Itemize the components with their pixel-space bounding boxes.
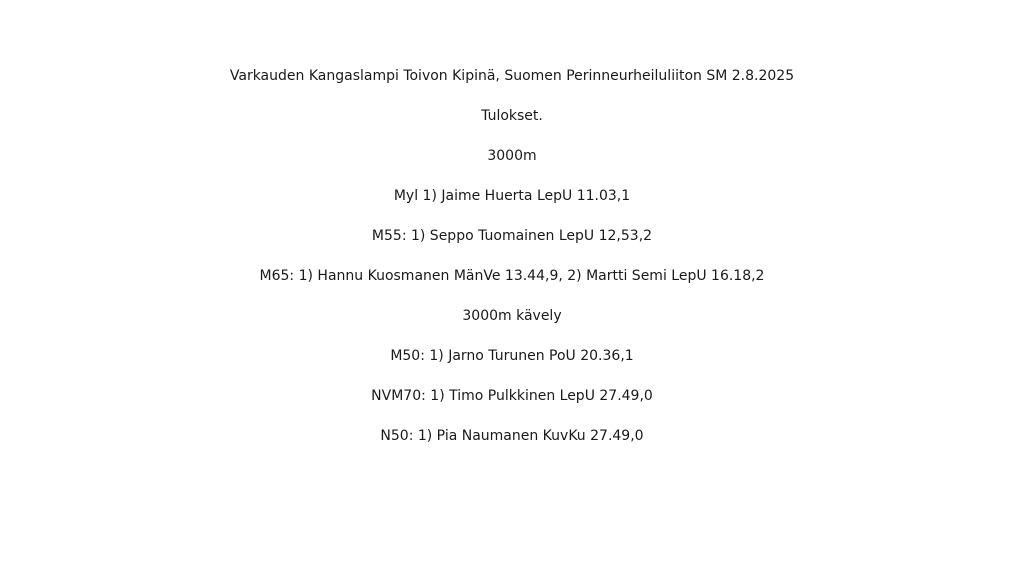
result-line: N50: 1) Pia Naumanen KuvKu 27.49,0 <box>380 428 644 444</box>
result-line: M65: 1) Hannu Kuosmanen MänVe 13.44,9, 2) Martti Semi LepU 16.18,2 <box>259 268 765 284</box>
section-heading-3000m-walk: 3000m kävely <box>462 308 562 324</box>
result-line: M50: 1) Jarno Turunen PoU 20.36,1 <box>390 348 634 364</box>
results-heading: Tulokset. <box>481 108 543 124</box>
result-line: NVM70: 1) Timo Pulkkinen LepU 27.49,0 <box>371 388 653 404</box>
result-line: M55: 1) Seppo Tuomainen LepU 12,53,2 <box>371 228 653 244</box>
result-line: Myl 1) Jaime Huerta LepU 11.03,1 <box>393 188 631 204</box>
event-title: Varkauden Kangaslampi Toivon Kipinä, Suomen Perinneurheiluliiton SM 2.8.2025 <box>229 68 795 84</box>
section-heading-3000m: 3000m <box>487 148 537 164</box>
results-document <box>0 62 1024 462</box>
